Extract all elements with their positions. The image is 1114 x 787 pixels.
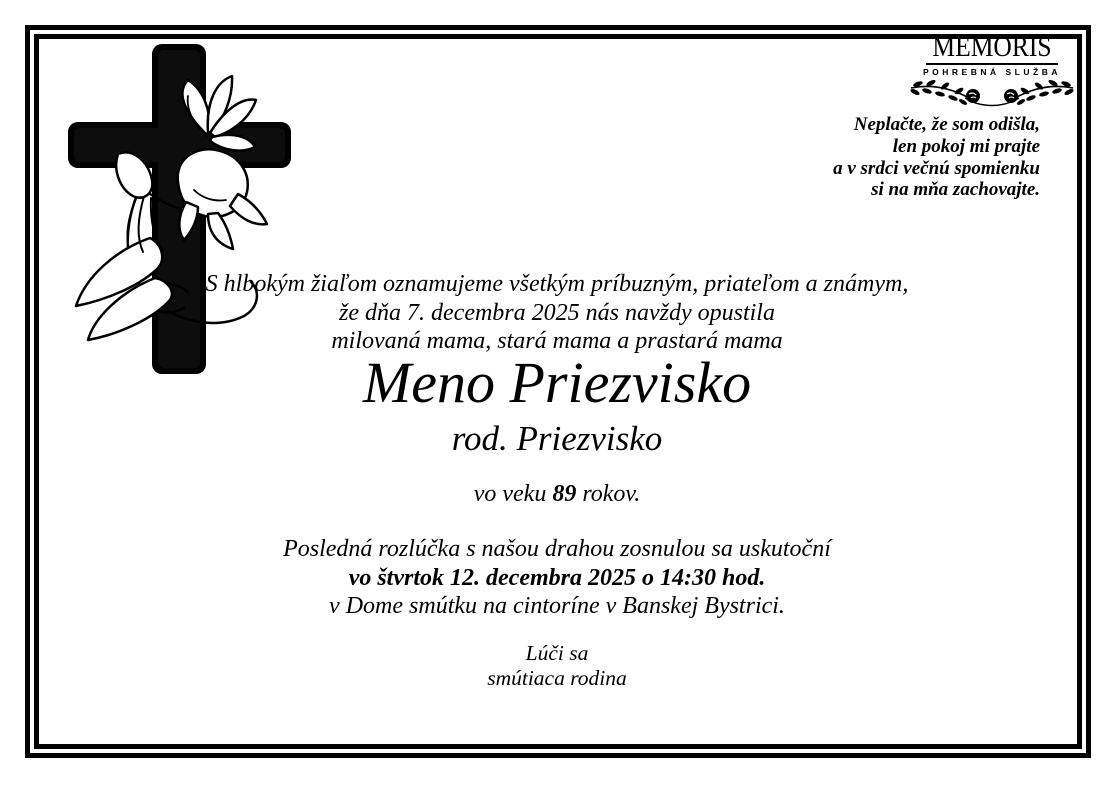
floral-garland-icon xyxy=(907,78,1077,112)
age-value: 89 xyxy=(552,481,577,507)
age-suffix: rokov. xyxy=(576,481,641,507)
funeral-details xyxy=(0,535,1114,621)
epitaph-line: si na mňa zachovajte. xyxy=(871,179,1040,201)
funeral-intro-line: Posledná rozlúčka s našou drahou zosnulou sa uskutoční xyxy=(283,536,831,562)
farewell-line: smútiaca rodina xyxy=(487,666,627,690)
funeral-place-line: v Dome smútku na cintoríne v Banskej Bystrici. xyxy=(329,593,785,619)
announcement-text xyxy=(0,270,1114,356)
memoris-logo xyxy=(906,33,1078,112)
logo-tagline-text: POHREBNÁ SLUŽBA xyxy=(923,67,1061,77)
age-prefix: vo veku xyxy=(473,481,553,507)
farewell-text xyxy=(0,641,1114,691)
logo-brand-text: MEMORIS xyxy=(932,31,1052,63)
epitaph-line: a v srdci večnú spomienku xyxy=(833,157,1040,179)
announcement-line: milovaná mama, stará mama a prastará mama xyxy=(331,328,783,354)
logo-divider-line xyxy=(926,63,1058,65)
deceased-maiden-name: rod. Priezvisko xyxy=(451,419,663,458)
announcement-line: S hlbokým žiaľom oznamujeme všetkým príbuzným, priateľom a známym, xyxy=(205,271,909,297)
funeral-datetime-line: vo štvrtok 12. decembra 2025 o 14:30 hod. xyxy=(348,564,766,591)
announcement-line: že dňa 7. decembra 2025 nás navždy opustila xyxy=(339,299,775,326)
epitaph-verse xyxy=(833,114,1040,201)
epitaph-line: Neplačte, že som odišla, xyxy=(853,114,1040,135)
age-line xyxy=(0,480,1114,508)
farewell-line: Lúči sa xyxy=(525,641,589,665)
epitaph-line: len pokoj mi prajte xyxy=(892,135,1040,157)
deceased-name: Meno Priezvisko xyxy=(362,350,752,415)
